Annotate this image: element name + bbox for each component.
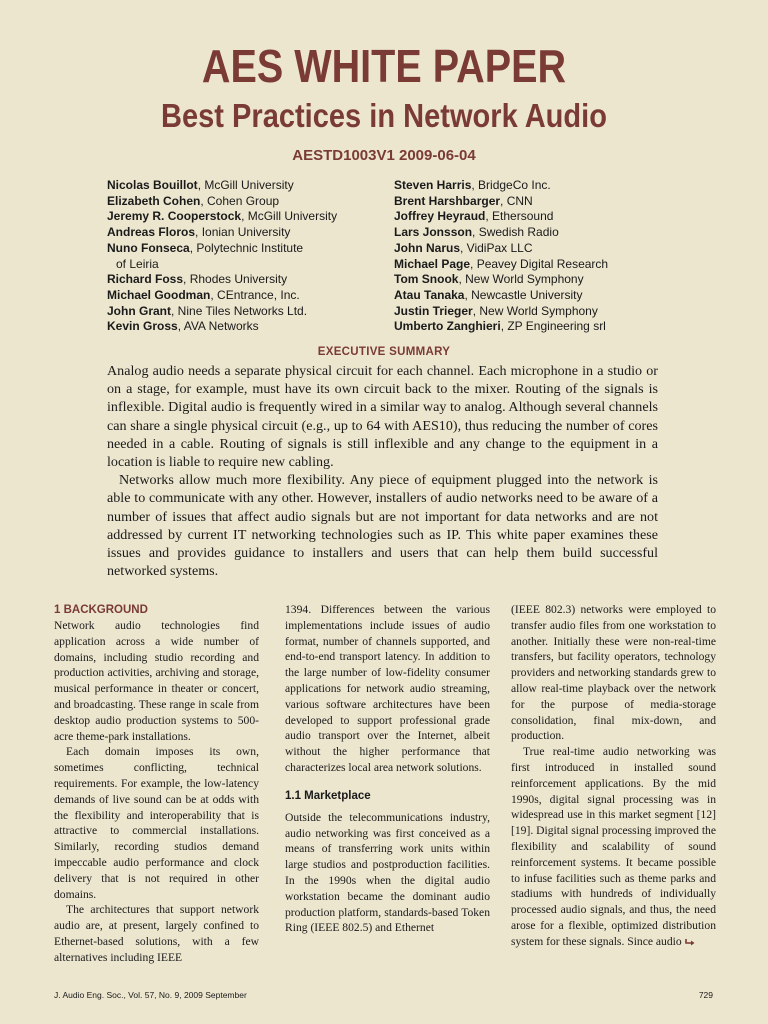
author-entry <box>107 194 392 210</box>
author-name: Nuno Fonseca <box>107 240 190 255</box>
page-number: 729 <box>698 990 713 1000</box>
author-name: Tom Snook <box>394 272 459 287</box>
body-paragraph: Network audio technologies find application across a wide number of domains, including studio recording and production activities, archiving and storage, musical performance in theater or concert, and broadcasting. These range in scale from desktop audio production systems to 500-acre theme-park installations. <box>54 619 259 743</box>
body-column-1 <box>54 602 259 966</box>
body-paragraph: Each domain imposes its own, sometimes conflicting, technical requirements. For example, the low-latency demands of live sound can be at odds with the flexibility and interoperability that is attractive to commercial installations. Similarly, recording studios demand impeccable audio performance and clock delivery that is not required in other domains. <box>54 745 259 901</box>
body-paragraph: Outside the telecommunications industry, audio networking was first conceived as a means of transferring work units within large studios and postproduction facilities. In the 1990s when the digital audio workstation became the dominant audio production platform, standards-based Token Ring (IEEE 802.5) and Ethernet <box>285 810 490 935</box>
author-entry <box>107 304 392 320</box>
paper-subtitle: Best Practices in Network Audio <box>161 97 607 134</box>
author-affiliation: , ZP Engineering srl <box>500 319 606 334</box>
author-name: Michael Page <box>394 256 471 271</box>
author-entry <box>394 319 694 335</box>
author-name: Kevin Gross <box>107 319 178 334</box>
executive-summary-paragraph: Analog audio needs a separate physical circuit for each channel. Each microphone in a studio or on a stage, for example, must have its own circuit back to the mixer. Routing of the signals is inflexible. Digital audio is frequently wired in a similar way to analog. Although several channels can share a single physical circuit (e.g., up to 64 with AES10), thus reducing the number of cores needed in a cable. Routing of signals is still inflexible and any change to the equipment in a location is liable to require new cabling. <box>107 363 658 471</box>
author-entry <box>107 272 392 288</box>
author-entry <box>394 257 694 273</box>
author-entry <box>107 319 392 335</box>
author-name: Nicolas Bouillot <box>107 178 198 192</box>
author-affiliation: , Nine Tiles Networks Ltd. <box>171 303 308 318</box>
authors-right-column <box>394 178 694 335</box>
author-entry <box>394 304 694 320</box>
executive-summary-heading: EXECUTIVE SUMMARY <box>317 346 451 358</box>
subsection-heading: 1.1 Marketplace <box>285 789 371 802</box>
author-name: John Grant <box>107 303 172 318</box>
author-entry <box>107 241 392 272</box>
author-affiliation-continued: of Leiria <box>116 256 159 271</box>
author-affiliation: , Ethersound <box>485 209 554 224</box>
author-name: Elizabeth Cohen <box>107 193 201 208</box>
section-heading: 1 BACKGROUND <box>54 604 148 616</box>
author-name: John Narus <box>394 240 461 255</box>
author-name: Atau Tanaka <box>394 287 465 302</box>
author-entry <box>394 194 694 210</box>
author-entry <box>107 225 392 241</box>
body-paragraph: 1394. Differences between the various implementations include issues of audio format, number of channels supported, and end-to-end transport latency. In addition to the large number of low-fidelity consumer applications for network audio streaming, various software architectures have been developed to support professional grade audio transport over the Internet, albeit without the higher performance that characterizes local area network solutions. <box>285 603 490 774</box>
author-affiliation: , New World Symphony <box>472 303 598 318</box>
author-name: Andreas Floros <box>107 225 196 240</box>
author-name: Jeremy R. Cooperstock <box>107 209 242 224</box>
author-affiliation: , Swedish Radio <box>472 225 559 240</box>
author-entry <box>107 288 392 304</box>
author-affiliation: , New World Symphony <box>458 272 584 287</box>
author-entry <box>394 272 694 288</box>
author-affiliation: , Polytechnic Institute <box>189 240 304 255</box>
journal-citation: J. Audio Eng. Soc., Vol. 57, No. 9, 2009 September <box>54 990 247 1000</box>
body-paragraph: (IEEE 802.3) networks were employed to transfer audio files from one workstation to another. Initially these were non-real-time transfers, but facility operators, technology providers and networking standards grew to allow real-time playback over the network for the purpose of media-storage consolidation, final mix-down, and production. <box>511 603 716 743</box>
author-entry <box>107 209 392 225</box>
author-affiliation: , CNN <box>500 193 533 208</box>
author-affiliation: , Cohen Group <box>200 193 280 208</box>
author-affiliation: , BridgeCo Inc. <box>471 178 551 192</box>
author-affiliation: , VidiPax LLC <box>460 240 533 255</box>
author-entry <box>394 225 694 241</box>
author-entry <box>394 241 694 257</box>
document-id: AESTD1003V1 2009-06-04 <box>292 147 476 164</box>
author-affiliation: , AVA Networks <box>177 319 259 334</box>
body-column-2 <box>285 602 490 936</box>
paper-title: AES WHITE PAPER <box>201 40 567 92</box>
author-entry <box>394 209 694 225</box>
author-affiliation: , Peavey Digital Research <box>470 256 609 271</box>
authors-left-column <box>107 178 392 335</box>
author-entry <box>394 178 694 194</box>
continue-arrow-icon <box>685 938 695 946</box>
author-name: Richard Foss <box>107 272 184 287</box>
author-affiliation: , McGill University <box>241 209 338 224</box>
body-paragraph: The architectures that support network audio are, at present, largely confined to Ethernet-based solutions, with a few alternatives including IEEE <box>54 903 259 964</box>
body-column-3 <box>511 602 716 950</box>
author-name: Justin Trieger <box>394 303 473 318</box>
body-paragraph-text: True real-time audio networking was first introduced in installed sound reinforcement applications. By the mid 1990s, digital signal processing was in widespread use in this market segment [12][19]. Digital signal processing improved the flexibility and scalability of sound reinforcement systems. It became possible to infuse facilities such as theme parks and stadiums with hundreds of individually processed audio signals, and thus, the need arose for a flexible, optimized distribution system for these signals. Since audio <box>511 745 716 948</box>
author-affiliation: , McGill University <box>197 178 294 192</box>
author-affiliation: , CEntrance, Inc. <box>210 287 300 302</box>
author-name: Michael Goodman <box>107 287 211 302</box>
author-name: Brent Harshbarger <box>394 193 501 208</box>
body-paragraph <box>511 744 716 949</box>
author-name: Lars Jonsson <box>394 225 473 240</box>
author-entry <box>394 288 694 304</box>
author-affiliation: , Newcastle University <box>464 287 583 302</box>
executive-summary-paragraph: Networks allow much more flexibility. Any piece of equipment plugged into the network is able to communicate with any other. However, installers of audio networks need to be aware of a number of issues that affect audio signals but are not important for data networks and are not addressed by current IT networking technologies such as IP. This white paper examines these issues and provides guidance to installers and users that can help them build successful networked systems. <box>107 472 658 580</box>
author-entry <box>107 178 392 194</box>
author-affiliation: , Rhodes University <box>183 272 288 287</box>
author-affiliation: , Ionian University <box>195 225 291 240</box>
author-name: Steven Harris <box>394 178 472 192</box>
author-name: Joffrey Heyraud <box>394 209 486 224</box>
author-name: Umberto Zanghieri <box>394 319 501 334</box>
executive-summary-body <box>107 362 658 580</box>
